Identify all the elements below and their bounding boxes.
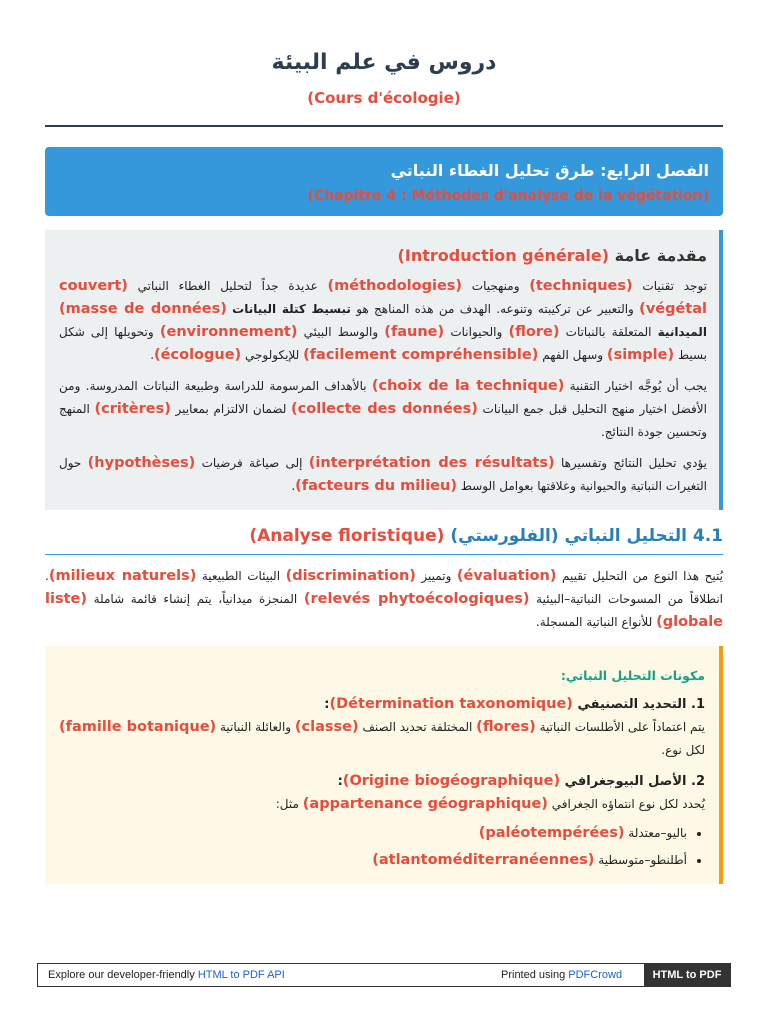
text: والوسط البيئي <box>303 325 379 339</box>
term: (facteurs du milieu) <box>295 478 457 494</box>
intro-heading-ar: مقدمة عامة <box>614 246 707 265</box>
pdfcrowd-link[interactable]: PDFCrowd <box>568 969 623 981</box>
page-title: دروس في علم البيئة <box>271 50 497 75</box>
text: يُحدد لكل نوع انتماؤه الجغرافي <box>551 797 705 811</box>
intro-paragraph-1 <box>59 275 707 367</box>
item-title-fr: (Détermination taxonomique) <box>329 696 573 712</box>
term: (facilement compréhensible) <box>303 347 539 363</box>
text: إلى صياغة فرضيات <box>201 456 303 470</box>
text: المنهج وتحسين جودة النتائج. <box>59 402 707 439</box>
text: وتحويلها إلى شكل بسيط <box>59 325 707 362</box>
text: . <box>150 348 155 362</box>
text: باليو–معتدلة <box>628 826 687 840</box>
footer-printed-using <box>501 969 622 981</box>
chapter-title-ar: الفصل الرابع: طرق تحليل الغطاء النباتي <box>390 161 709 180</box>
term: (évaluation) <box>456 568 557 584</box>
term: (atlantoméditerranéennes) <box>372 852 595 868</box>
text: . <box>291 479 296 493</box>
item-2-body <box>59 793 705 816</box>
term: (méthodologies) <box>327 278 463 294</box>
components-heading: مكونات التحليل النباتي: <box>560 668 705 683</box>
term: (flores) <box>476 719 536 735</box>
document-page <box>45 0 723 884</box>
list-item <box>59 849 687 872</box>
item-2-heading <box>59 770 705 793</box>
text: والتعبير عن تركيبته وتنوعه. الهدف من هذه المناهج هو <box>356 302 634 316</box>
list-item <box>59 822 687 845</box>
html-to-pdf-button[interactable]: HTML to PDF <box>644 964 730 986</box>
chapter-banner <box>45 147 723 216</box>
term: (faune) <box>384 324 445 340</box>
section-title-fr: (Analyse floristique) <box>249 526 445 546</box>
bold-text: تبسيط كتلة البيانات <box>232 302 351 316</box>
term: (environnement) <box>159 324 298 340</box>
text: توجد تقنيات <box>642 279 707 293</box>
text: لكل نوع. <box>661 743 705 757</box>
text: يتم اعتماداً على الأطلسات النباتية <box>539 720 705 734</box>
text: المنجزة ميدانياً، يتم إنشاء قائمة شاملة <box>93 592 298 606</box>
footer-printed-text: Printed using <box>501 969 566 981</box>
footer-promo-text: Explore our developer-friendly <box>48 969 195 981</box>
text: بالأهداف المرسومة للدراسة وطبيعة النباتات المدروسة. ومن الأفضل اختيار منهج التحليل قبل جمع البيانات <box>59 379 707 416</box>
text: والعائلة النباتية <box>220 720 292 734</box>
text: عديدة جداً لتحليل الغطاء النباتي <box>137 279 318 293</box>
term: (techniques) <box>529 278 633 294</box>
text: والحيوانات <box>450 325 503 339</box>
item-title-ar: التحديد التصنيفي <box>577 697 687 712</box>
intro-paragraph-2 <box>59 375 707 444</box>
text: وتمييز <box>421 569 452 583</box>
term: (famille botanique) <box>59 719 217 735</box>
item-title-ar: الأصل البيوجغرافي <box>564 774 687 789</box>
text: للإيكولوجي <box>245 348 300 362</box>
text: يجب أن يُوجَّه اختيار التقنية <box>569 379 707 393</box>
bold-text: الميدانية <box>657 325 707 339</box>
text: : <box>337 774 343 789</box>
item-number: 2. <box>691 774 705 789</box>
intro-paragraph-3 <box>59 452 707 498</box>
text: لضمان الالتزام بمعايير <box>175 402 287 416</box>
intro-heading <box>59 244 707 267</box>
text: يُتيح هذا النوع من التحليل تقييم <box>561 569 723 583</box>
term: (collecte des données) <box>291 401 478 417</box>
term: (choix de la technique) <box>371 378 565 394</box>
text: البيئات الطبيعية <box>201 569 281 583</box>
pdfcrowd-footer <box>37 963 731 987</box>
origin-list <box>59 822 705 872</box>
header-divider <box>45 125 723 127</box>
footer-promo <box>48 969 285 981</box>
item-1-heading <box>59 693 705 716</box>
text: أطلنطو–متوسطية <box>598 853 687 867</box>
term: (masse de données) <box>59 301 227 317</box>
text: وسهل الفهم <box>542 348 604 362</box>
section-number: 4.1 <box>692 526 723 546</box>
text: . انطلاقاً من المسوحات النباتية–البيئية <box>45 569 723 606</box>
text: يؤدي تحليل النتائج وتفسيرها <box>560 456 707 470</box>
components-box <box>45 646 723 884</box>
term: (couvert végétal) <box>59 278 707 317</box>
section-title-ar: التحليل النباتي (الفلورستي) <box>450 526 687 546</box>
term: (simple) <box>606 347 675 363</box>
term: (milieux naturels) <box>48 568 197 584</box>
page-subtitle: (Cours d'écologie) <box>307 89 461 107</box>
text: ومنهجيات <box>471 279 520 293</box>
term: (liste globale) <box>45 591 723 630</box>
section-heading <box>45 526 723 555</box>
section-paragraph <box>45 565 723 634</box>
text: : <box>324 697 330 712</box>
term: (paléotempérées) <box>478 825 625 841</box>
text: المختلفة تحديد الصنف <box>362 720 473 734</box>
term: (écologue) <box>154 347 242 363</box>
term: (critères) <box>94 401 171 417</box>
intro-heading-fr: (Introduction générale) <box>397 246 610 265</box>
term: (interprétation des résultats) <box>308 455 555 471</box>
term: (discrimination) <box>285 568 416 584</box>
chapter-title-fr: (Chapitre 4 : Méthodes d'analyse de la végétation) <box>307 188 709 204</box>
html-to-pdf-api-link[interactable]: HTML to PDF API <box>197 969 285 981</box>
text: المتعلقة بالنباتات <box>565 325 652 339</box>
text: مثل: <box>275 797 299 811</box>
text: حول التغيرات النباتية والحيوانية وعلاقتها بعوامل الوسط <box>59 456 707 493</box>
item-number: 1. <box>691 697 705 712</box>
term: (flore) <box>508 324 560 340</box>
intro-box <box>45 230 723 510</box>
term: (appartenance géographique) <box>302 796 548 812</box>
item-title-fr: (Origine biogéographique) <box>342 773 561 789</box>
text: للأنواع النباتية المسجلة. <box>535 615 653 629</box>
term: (classe) <box>294 719 359 735</box>
term: (relevés phytoécologiques) <box>303 591 530 607</box>
term: (hypothèses) <box>87 455 196 471</box>
item-1-body <box>59 716 705 762</box>
